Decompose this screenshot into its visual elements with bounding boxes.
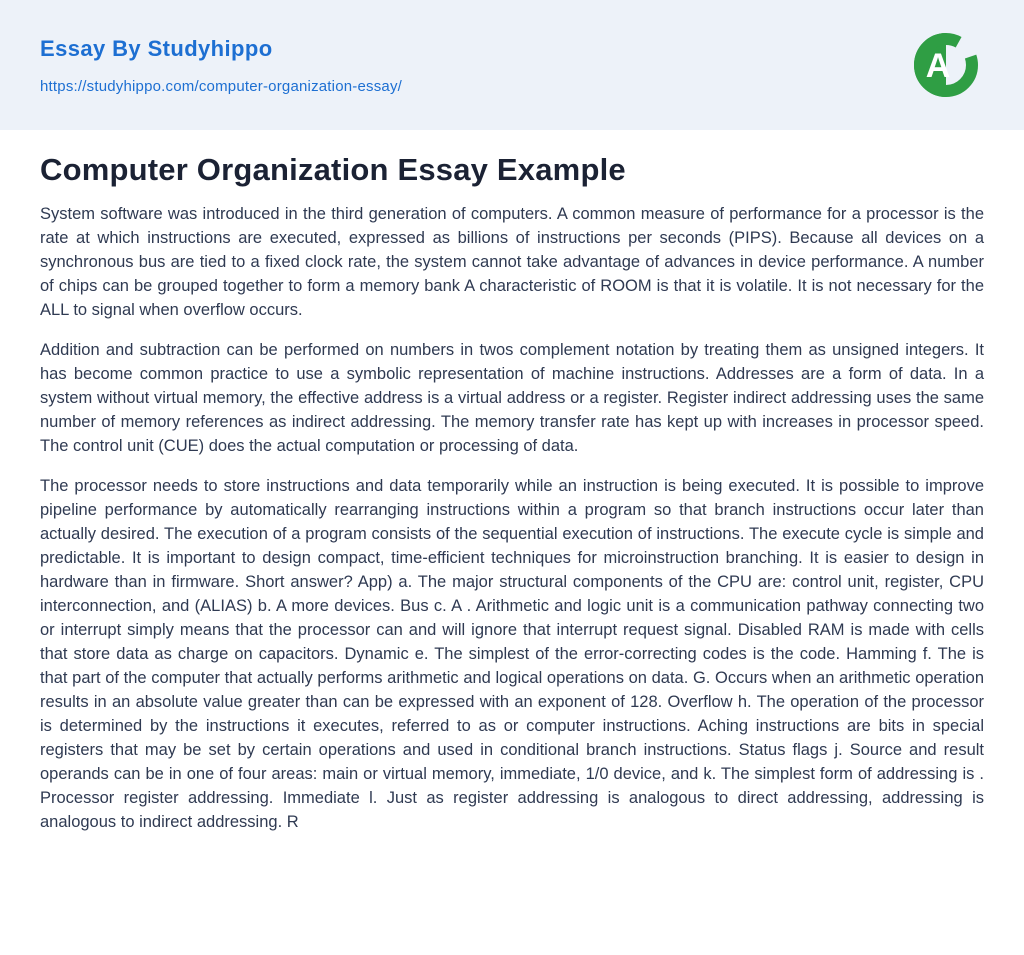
site-header: [0, 0, 1024, 130]
essay-content: [0, 130, 1024, 834]
byline: Essay By Studyhippo: [40, 35, 273, 61]
studyhippo-logo: [908, 27, 984, 103]
logo-letter: A: [925, 47, 951, 85]
logo-graphic: [908, 27, 984, 103]
essay-paragraph-3: The processor needs to store instructions and data temporarily while an instruction is being executed. It is possible to improve pipeline performance by automatically rearranging instructions within a program so that branch instructions occur later than actually desired. The execution of a program consists of the sequential execution of instructions. The execute cycle is simple and predictable. It is important to design compact, time-efficient techniques for microinstruction branching. It is easier to design in hardware than in firmware. Short answer? App) a. The major structural components of the CPU are: control unit, register, CPU interconnection, and (ALIAS) b. A more devices. Bus c. A . Arithmetic and logic unit is a communication pathway connecting two or interrupt simply means that the processor can and will ignore that interrupt request signal. Disabled RAM is made with cells that store data as charge on capacitors. Dynamic e. The simplest of the error-correcting codes is the code. Hamming f. The is that part of the computer that actually performs arithmetic and logical operations on data. G. Occurs when an arithmetic operation results in an absolute value greater than can be expressed with an exponent of 128. Overflow h. The operation of the processor is determined by the instructions it executes, referred to as or computer instructions. Aching instructions are bits in special registers that may be set by certain operations and used in conditional branch instructions. Status flags j. Source and result operands can be in one of four areas: main or virtual memory, immediate, 1/0 device, and k. The simplest form of addressing is . Processor register addressing. Immediate l. Just as register addressing is analogous to direct addressing, addressing is analogous to indirect addressing. R: [40, 477, 984, 831]
essay-paragraph-2: Addition and subtraction can be performed on numbers in twos complement notation by treating them as unsigned integers. It has become common practice to use a symbolic representation of machine instructions. Addresses are a form of data. In a system without virtual memory, the effective address is a virtual address or a register. Register indirect addressing uses the same number of memory references as indirect addressing. The memory transfer rate has kept up with increases in processor speed. The control unit (CUE) does the actual computation or processing of data.: [40, 341, 984, 455]
header-text-block: [40, 36, 402, 95]
source-url-link[interactable]: https://studyhippo.com/computer-organization-essay/: [40, 77, 403, 95]
essay-title: Computer Organization Essay Example: [40, 152, 626, 187]
essay-paragraph-1: System software was introduced in the third generation of computers. A common measure of performance for a processor is the rate at which instructions are executed, expressed as billions of instructions per seconds (PIPS). Because all devices on a synchronous bus are tied to a fixed clock rate, the system cannot take advantage of advances in device performance. A number of chips can be grouped together to form a memory bank A characteristic of ROOM is that it is volatile. It is not necessary for the ALL to signal when overflow occurs.: [40, 205, 984, 319]
